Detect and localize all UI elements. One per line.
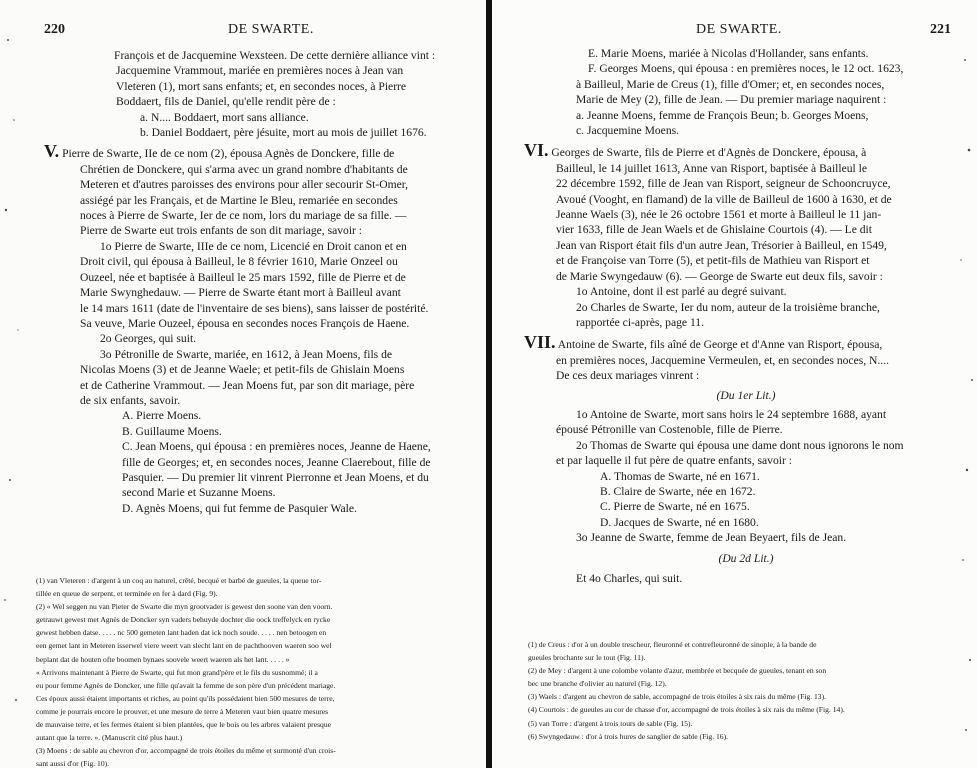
text-line: de six enfants, savoir.: [80, 393, 181, 407]
text-line: C. Pierre de Swarte, né en 1675.: [600, 500, 750, 514]
text-line: Nicolas Moens (3) et de Jeanne Waele; et petit-fils de Ghislain Moens: [80, 363, 405, 377]
text-line: D. Agnès Moens, qui fut femme de Pasquier Wale.: [122, 501, 357, 515]
text-line: 22 décembre 1592, fille de Jean van Risport, seigneur de Schooncruyce,: [556, 177, 891, 191]
text-line: 2o Thomas de Swarte qui épousa une dame dont nous ignorons le nom: [576, 438, 904, 452]
text-line: en premières noces, Jacquemine Vermeulen, et, en secondes noces, N....: [556, 353, 889, 367]
text-line: rapportée ci-après, page 11.: [576, 315, 705, 329]
generation-numeral: VII.: [524, 332, 556, 353]
text-line: c. Jacquemine Moens.: [576, 124, 680, 138]
footnote-line: eu pour femme Agnès de Doncker, une fille qu'avait la femme de son père d'un précédent mariage.: [36, 680, 336, 690]
footnote-line: (1) de Creus : d'or à un double trescheur, fleuronné et contrefleuronné de sinople, à la bande de: [528, 640, 817, 649]
marriage-subheading: (Du 2d Lit.): [718, 551, 774, 565]
generation-heading-vii: [522, 332, 970, 353]
text-line: le 14 mars 1611 (date de l'inventaire de ses biens), sans laisser de postérité.: [80, 301, 429, 315]
left-body-text: [42, 48, 482, 516]
text-line: vier 1633, fille de Jean Waels et de Ghislaine Courtois (4). — Le dit: [556, 223, 872, 237]
footnote-line: (2) « Wel seggen nu van Pieter de Swarte die myn grootvader is gewest den soone van den voorn.: [36, 602, 333, 612]
text-line: 1o Pierre de Swarte, IIIe de ce nom, Licencié en Droit canon et en: [100, 239, 407, 253]
text-line: Droit civil, qui épousa à Bailleul, le 8 février 1610, Marie Onzeel ou: [80, 255, 398, 269]
footnote-line: Ces époux aussi étaient importants et riches, au point qu'ils possédaient bien 500 mesures de terre,: [36, 693, 335, 703]
text-line: 1o Antoine de Swarte, mort sans hoirs le 24 septembre 1688, ayant: [576, 407, 887, 421]
text-line: second Marie et Suzanne Moens.: [122, 486, 276, 500]
text-line: Marie Swynghedauw. — Pierre de Swarte étant mort à Bailleul avant: [80, 286, 401, 300]
text-line: Meteren et d'autres paroisses des environs pour aller secourir St-Omer,: [80, 178, 409, 192]
text-line: François et de Jacquemine Wexsteen. De cette dernière alliance vint :: [114, 49, 436, 62]
text-line: E. Marie Moens, mariée à Nicolas d'Hollander, sans enfants.: [588, 47, 869, 60]
text-line: Vleteren (1), mort sans enfants; et, en secondes noces, à Pierre: [116, 79, 407, 93]
text-line: Jeanne Waels (3), née le 26 octobre 1561 et morte à Bailleul le 11 jan-: [556, 208, 882, 222]
generation-text: Pierre de Swarte, IIe de ce nom (2), épousa Agnès de Donckere, fille de: [59, 147, 395, 161]
text-line: Avoué (Vooght, en flamand) de la ville de Bailleul de 1600 à 1630, et de: [556, 192, 892, 206]
right-page: [492, 0, 977, 768]
right-running-header: DE SWARTE.: [696, 22, 782, 37]
right-body-text: [522, 46, 970, 586]
text-line: Pasquier. — Du premier lit vinrent Pierronne et Jean Moens, et du: [122, 470, 429, 484]
footnote-line: « Arrivons maintenant à Pierre de Swarte, qui fut mon grand'père et le fils du susnommé; il a: [36, 667, 318, 677]
generation-heading-vi: [522, 140, 970, 161]
text-line: 3o Jeanne de Swarte, femme de Jean Beyaert, fils de Jean.: [576, 531, 847, 545]
generation-text: Georges de Swarte, fils de Pierre et d'Agnès de Donckere, épousa, à: [548, 146, 867, 160]
text-line: Jacquemine Vrammout, mariée en premières noces à Jean van: [116, 64, 404, 78]
footnote-line: (5) van Torre : d'argent à trois tours de sable (Fig. 15).: [528, 718, 693, 728]
text-line: F. Georges Moens, qui épousa : en premières noces, le 12 oct. 1623,: [588, 62, 904, 76]
footnote-line: een gemet lant in Meteren isserwel viere weert van slecht lant en de pachthooven waeren soo wel: [36, 641, 332, 651]
text-line: et de Catherine Vrammout. — Jean Moens fut, par son dit mariage, père: [80, 378, 415, 392]
text-line: Et 4o Charles, qui suit.: [576, 572, 683, 585]
text-line: fille de Georges; et, en secondes noces, Jeanne Claerebout, fille de: [122, 455, 431, 469]
text-line: B. Claire de Swarte, née en 1672.: [600, 484, 756, 498]
footnote-line: gewest hebben datse. . . . . nc 500 gemeten lant haden dat ick noch soude. . . . . nen betoogen en: [36, 628, 327, 638]
footnote-line: autant que la terre. ». (Manuscrit cité plus haut.): [36, 733, 183, 743]
marriage-subheading: (Du 1er Lit.): [716, 388, 776, 402]
text-line: A. Thomas de Swarte, né en 1671.: [600, 469, 760, 483]
footnote-line: de mauvaise terre, et les fermes étaient si bien plantées, que le bois ou les arbres valaient presque: [36, 720, 331, 730]
text-line: 1o Antoine, dont il est parlé au degré suivant.: [576, 285, 787, 299]
footnote-line: (2) de Mey : d'argent à une colombe volante d'azur, membrée et becquée de gueules, tenant en son: [528, 666, 827, 676]
right-page-number: 221: [930, 22, 951, 37]
generation-numeral: V.: [44, 141, 60, 162]
footnote-line: (4) Courtois : de gueules au cor de chasse d'or, accompagné de trois étoiles à six rais du même (Fig. 14).: [528, 705, 845, 715]
text-line: 3o Pétronille de Swarte, mariée, en 1612, à Jean Moens, fils de: [100, 347, 393, 361]
footnote-line: (6) Swyngedauw : d'or à trois hures de sanglier de sable (Fig. 16).: [528, 731, 729, 741]
footnote-line: getrauwt gewest met Agnès de Doncker syn vaders behuyde dochter die oock treffelyck en rycke: [36, 615, 331, 625]
text-line: Bailleul, le 14 juillet 1613, Anne van Risport, baptisée à Bailleul le: [556, 161, 868, 175]
left-page-number: 220: [44, 22, 65, 37]
text-line: de Marie Swyngedauw (6). — George de Swarte eut deux fils, savoir :: [556, 269, 883, 283]
generation-text: Antoine de Swarte, fils aîné de George et d'Anne van Risport, épousa,: [555, 338, 883, 352]
text-line: a. N.... Boddaert, mort sans alliance.: [140, 110, 309, 124]
text-line: Sa veuve, Marie Ouzeel, épousa en secondes noces François de Haene.: [80, 316, 410, 330]
left-footnotes: [36, 574, 484, 768]
text-line: B. Guillaume Moens.: [122, 424, 222, 438]
text-line: b. Daniel Boddaert, père jésuite, mort au mois de juillet 1676.: [140, 126, 427, 140]
text-line: Ouzeel, née et baptisée à Bailleul le 25 mars 1592, fille de Pierre et de: [80, 270, 406, 284]
footnote-line: sant aussi d'or (Fig. 10).: [36, 759, 110, 768]
text-line: épousé Pétronille van Costenoble, fille de Pierre.: [556, 423, 783, 437]
text-line: De ces deux mariages vinrent :: [556, 369, 700, 383]
generation-numeral: VI.: [524, 140, 549, 161]
text-line: Boddaert, fils de Daniel, qu'elle rendit père de :: [116, 95, 336, 109]
text-line: D. Jacques de Swarte, né en 1680.: [600, 515, 759, 529]
left-running-header: DE SWARTE.: [228, 22, 314, 37]
right-footnotes: [528, 638, 968, 743]
footnote-line: tillée en queue de serpent, et terminée en fer à dard (Fig. 9).: [36, 589, 218, 599]
text-line: Chrétien de Donckere, qui s'arma avec un grand nombre d'habitants de: [80, 162, 408, 176]
footnote-line: (3) Waels : d'argent au chevron de sable, accompagné de trois étoiles à six rais du même (Fig. 13).: [528, 692, 827, 702]
text-line: A. Pierre Moens.: [122, 409, 202, 423]
text-line: assiégé par les Français, et de Martine le Bleu, remariée en secondes: [80, 193, 398, 207]
text-line: à Bailleul, Marie de Creus (1), fille d'Omer; et, en secondes noces,: [576, 77, 885, 91]
text-line: Pierre de Swarte eut trois enfants de son dit mariage, savoir :: [80, 224, 363, 238]
footnote-line: gueules brochante sur le tout (Fig. 11).: [528, 653, 646, 663]
text-line: C. Jean Moens, qui épousa : en premières noces, Jeanne de Haene,: [122, 440, 431, 454]
footnote-line: bec une branche d'olivier au naturel (Fig. 12).: [528, 679, 667, 689]
text-line: Jean van Risport était fils d'un autre Jean, Trésorier à Bailleul, en 1549,: [556, 238, 887, 252]
text-line: et par laquelle il fut père de quatre enfants, savoir :: [556, 454, 792, 468]
footnote-line: comme je pourrais encore le prouver, et une mesure de terre à Meteren vaut bien quatre mesures: [36, 706, 329, 716]
text-line: 2o Charles de Swarte, Ier du nom, auteur de la troisième branche,: [576, 300, 880, 314]
footnote-line: (3) Moens : de sable au chevron d'or, accompagné de trois étoiles du même et surmonté d'un crois-: [36, 746, 336, 756]
text-line: et de Françoise van Torre (5), et petit-fils de Mathieu van Risport et: [556, 254, 870, 268]
text-line: Marie de Mey (2), fille de Jean. — Du premier mariage naquirent :: [576, 93, 887, 107]
generation-heading-v: [42, 141, 482, 162]
text-line: 2o Georges, qui suit.: [100, 332, 197, 346]
footnote-line: (1) van Vleteren : d'argent à un coq au naturel, crêté, becqué et barbé de gueules, la queue tor-: [36, 576, 322, 585]
text-line: a. Jeanne Moens, femme de François Beun; b. Georges Moens,: [576, 108, 869, 122]
text-line: noces à Pierre de Swarte, Ier de ce nom, lors du mariage de sa fille. —: [80, 209, 407, 223]
footnote-line: beplant dat de houten ofte boomen bynaes soovele weert waeren als het lant. . . . . »: [36, 654, 290, 664]
